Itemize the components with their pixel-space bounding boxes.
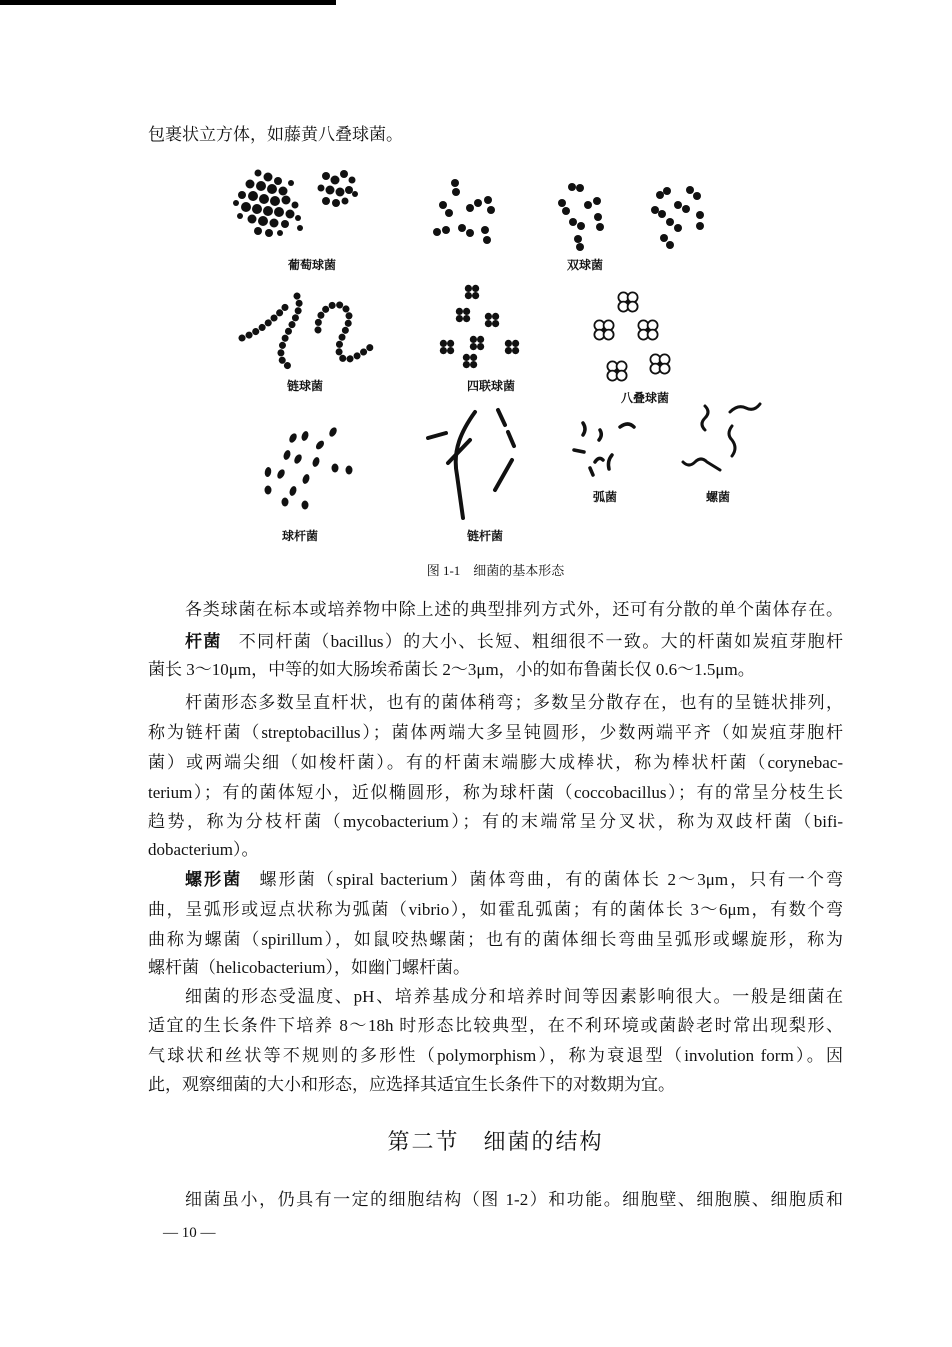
sarcina-illustration bbox=[594, 292, 669, 380]
paragraph-line: 杆菌形态多数呈直杆状，也有的菌体稍弯；多数呈分散存在，也有的呈链状排列， bbox=[185, 693, 843, 712]
paragraph-line: 气球状和丝状等不规则的多形性（polymorphism），称为衰退型（involution form）。因 bbox=[148, 1046, 843, 1065]
paragraph-line: 各类球菌在标本或培养物中除上述的典型排列方式外，还可有分散的单个菌体存在。 bbox=[185, 600, 843, 619]
label-streptobacillus: 链杆菌 bbox=[466, 529, 504, 543]
label-staphylococcus: 葡萄球菌 bbox=[287, 258, 337, 272]
paragraph-line: 曲称为螺菌（spirillum），如鼠咬热螺菌；也有的菌体细长弯曲呈弧形或螺旋形，称为 bbox=[148, 930, 843, 949]
paragraph-line: 趋势，称为分枝杆菌（mycobacterium）；有的末端常呈分叉状，称为双歧杆菌（bifi- bbox=[148, 812, 843, 831]
streptococcus-illustration bbox=[242, 296, 372, 366]
diplococcus-illustration bbox=[433, 179, 704, 251]
paragraph-line: 菌）或两端尖细（如梭杆菌）。有的杆菌末端膨大成棒状，称为棒状杆菌（corynebac- bbox=[148, 753, 843, 772]
staphylococcus-illustration bbox=[233, 170, 358, 238]
coccobacillus-illustration bbox=[264, 426, 353, 509]
paragraph-text: 螺形菌（spiral bacterium）菌体弯曲，有的菌体长 2～3μm，只有一个弯 bbox=[259, 870, 844, 889]
spirillum-illustration bbox=[683, 404, 760, 470]
paragraph-line: 细菌虽小，仍具有一定的细胞结构（图 1-2）和功能。细胞壁、细胞膜、细胞质和 bbox=[185, 1190, 843, 1209]
paragraph-line: 曲，呈弧形或逗点状称为弧菌（vibrio），如霍乱弧菌；有的菌体长 3～6μm，有数个弯 bbox=[148, 900, 843, 919]
paragraph-text: 不同杆菌（bacillus）的大小、长短、粗细很不一致。大的杆菌如炭疽芽胞杆 bbox=[238, 632, 844, 651]
label-vibrio: 弧菌 bbox=[592, 490, 618, 504]
label-tetrad: 四联球菌 bbox=[466, 379, 516, 393]
label-coccobacillus: 球杆菌 bbox=[281, 529, 319, 543]
streptobacillus-illustration bbox=[428, 410, 514, 518]
paragraph-line bbox=[185, 869, 843, 891]
paragraph-line: 菌长 3～10μm，中等的如大肠埃希菌长 2～3μm，小的如布鲁菌长仅 0.6～1.5μm。 bbox=[148, 660, 755, 679]
paragraph-line: 此，观察细菌的大小和形态，应选择其适宜生长条件下的对数期为宜。 bbox=[148, 1075, 675, 1094]
label-spirillum: 螺菌 bbox=[705, 490, 731, 504]
paragraph-line: 包裹状立方体，如藤黄八叠球菌。 bbox=[148, 125, 403, 144]
label-streptococcus: 链球菌 bbox=[286, 379, 324, 393]
paragraph-line: dobacterium）。 bbox=[148, 840, 259, 859]
run-in-heading-bacillus: 杆菌 bbox=[185, 632, 222, 651]
page-number: — 10 — bbox=[163, 1225, 216, 1241]
bacteria-morphology-figure bbox=[0, 0, 952, 560]
paragraph-line: 螺杆菌（helicobacterium），如幽门螺杆菌。 bbox=[148, 958, 471, 977]
run-in-heading-spiral: 螺形菌 bbox=[185, 870, 243, 889]
tetrad-illustration bbox=[440, 285, 519, 368]
figure-caption: 图 1-1 细菌的基本形态 bbox=[426, 563, 565, 578]
section-heading: 第二节 细菌的结构 bbox=[387, 1130, 604, 1155]
paragraph-line: terium）；有的菌体短小，近似椭圆形，称为球杆菌（coccobacillus）；有的常呈分枝生长 bbox=[148, 783, 843, 802]
paragraph-line: 称为链杆菌（streptobacillus）；菌体两端大多呈钝圆形，少数两端平齐（如炭疽芽胞杆 bbox=[148, 723, 843, 742]
label-sarcina: 八叠球菌 bbox=[620, 391, 670, 405]
vibrio-illustration bbox=[574, 423, 634, 475]
paragraph-line: 适宜的生长条件下培养 8～18h 时形态比较典型，在不利环境或菌龄老时常出现梨形、 bbox=[148, 1016, 843, 1035]
label-diplococcus: 双球菌 bbox=[566, 258, 604, 272]
paragraph-line bbox=[185, 631, 843, 653]
paragraph-line: 细菌的形态受温度、pH、培养基成分和培养时间等因素影响很大。一般是细菌在 bbox=[185, 987, 843, 1006]
